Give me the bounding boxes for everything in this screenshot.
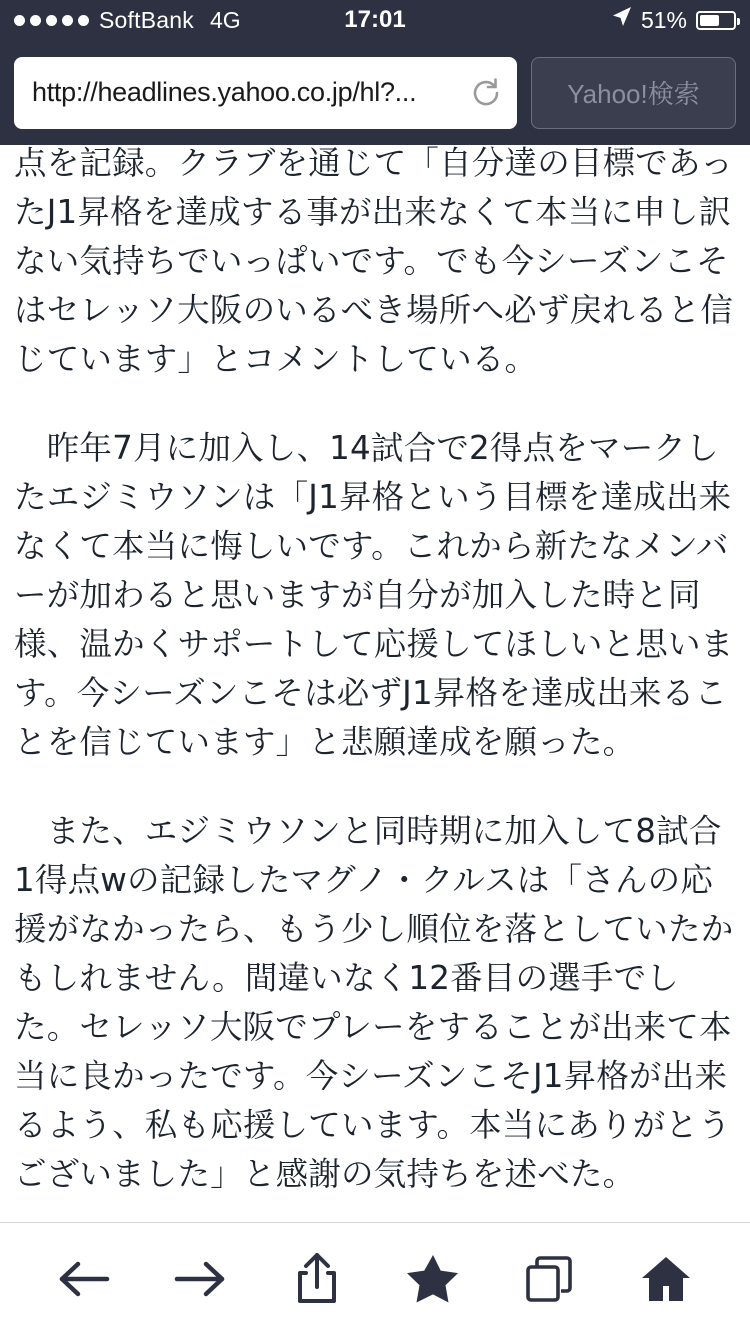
share-icon[interactable] xyxy=(285,1247,349,1311)
article-content[interactable] xyxy=(0,145,750,1222)
back-icon[interactable] xyxy=(52,1247,116,1311)
network-type-label: 4G xyxy=(209,6,241,33)
search-placeholder: Yahoo!検索 xyxy=(567,79,700,109)
article-paragraph: また、エジミウソンと同時期に加入して8試合1得点wの記録したマグノ・クルスは「さんの応援がなかったら、もう少し順位を落としていたかもしれません。間違いなく12番目の選手でした。セレッソ大阪でプレーをすることが出来て本当に良かったです。今シーズンこそJ1昇格が出来るよう、私も応援しています。本当にありがとうございました」と感謝の気持ちを述べた。 xyxy=(14,812,734,1193)
battery-icon xyxy=(696,11,736,30)
tabs-icon[interactable] xyxy=(517,1247,581,1311)
battery-percent-label: 51% xyxy=(640,6,687,33)
forward-icon[interactable] xyxy=(168,1247,232,1311)
reload-icon[interactable] xyxy=(469,76,503,110)
address-bar[interactable] xyxy=(14,57,517,129)
location-arrow-icon xyxy=(612,6,632,34)
url-text: http://headlines.yahoo.co.jp/hl?... xyxy=(32,77,417,107)
clock-label: 17:01 xyxy=(344,6,406,33)
status-bar xyxy=(0,0,750,40)
search-input[interactable] xyxy=(531,57,736,129)
browser-toolbar xyxy=(0,40,750,145)
home-icon[interactable] xyxy=(634,1247,698,1311)
signal-strength-icon xyxy=(14,15,89,26)
article-paragraph: 昨年7月に加入し、14試合で2得点をマークしたエジミウソンは「J1昇格という目標を達成出来なくて本当に悔しいです。これから新たなメンバーが加わると思いますが自分が加入した時と同様、温かくサポートして応援してほしいと思います。今シーズンこそは必ずJ1昇格を達成出来ることを信じています」と悲願達成を願った。 xyxy=(14,429,734,761)
status-bar-right xyxy=(612,6,736,34)
bookmark-star-icon[interactable] xyxy=(401,1247,465,1311)
carrier-label: SoftBank xyxy=(99,6,194,33)
browser-bottom-toolbar xyxy=(0,1222,750,1334)
article-paragraph: 点を記録。クラブを通じて「自分達の目標であったJ1昇格を達成する事が出来なくて本当に申し訳ない気持ちでいっぱいです。でも今シーズンこそはセレッソ大阪のいるべき場所へ必ず戻れると信じています」とコメントしている。 xyxy=(14,145,734,378)
